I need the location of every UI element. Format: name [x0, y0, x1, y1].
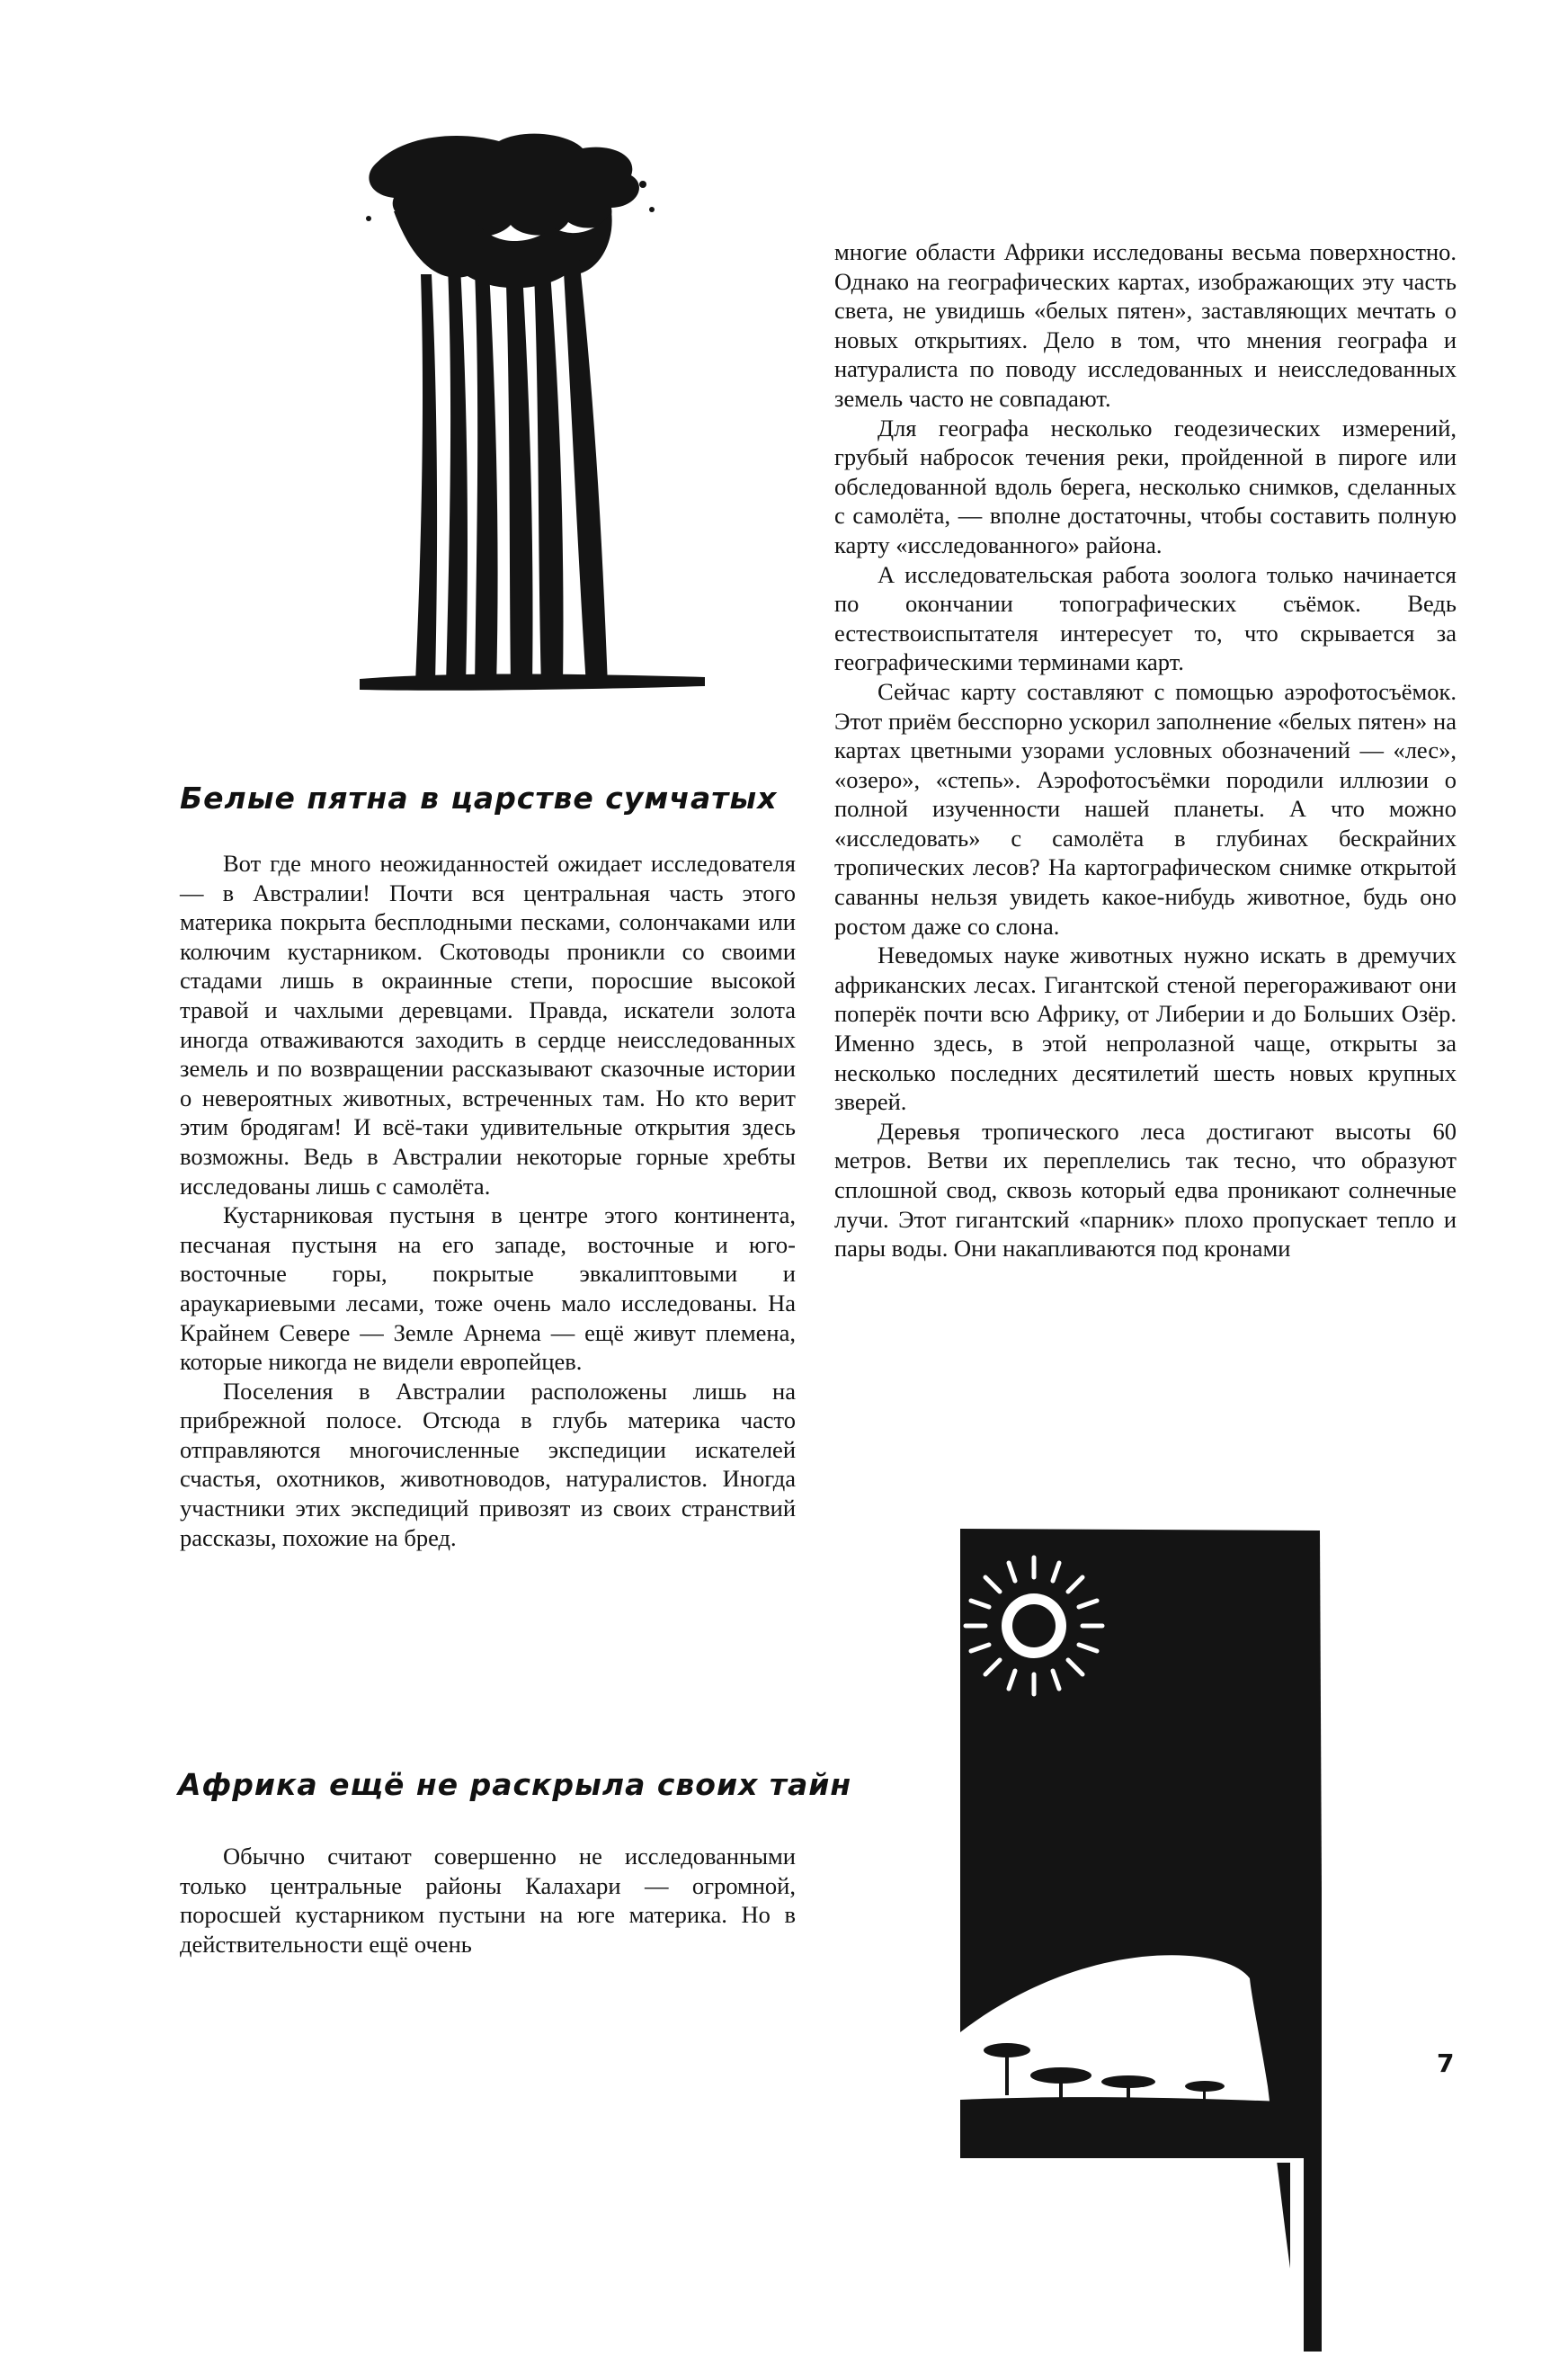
paragraph: Для географа несколько геодезических измерений, грубый набросок течения реки, пройденной в пироге или обследованной вдоль берега, несколько снимков, сделанных с самолёта, — вполне достаточны, чтобы составить полную карту «исследованного» района. — [834, 414, 1457, 558]
tall-trees-illustration — [342, 121, 710, 706]
savanna-sun-illustration — [926, 1511, 1331, 2374]
paragraph: Кустарниковая пустыня в центре этого континента, песчаная пустыня на его западе, восточные и юго-восточные горы, покрытые эвкалиптовыми и араукариевыми лесами, тоже очень мало исследованы. На Крайнем Севере — Земле Арнема — ещё живут племена, которые никогда не видели европейцев. — [180, 1201, 796, 1376]
paragraph: Поселения в Австралии расположены лишь на прибрежной полосе. Отсюда в глубь материка часто отправляются многочисленные экспедиции искателей счастья, охотников, животноводов, натуралистов. Иногда участники этих экспедиций привозят из своих странствий рассказы, похожие на бред. — [180, 1377, 796, 1551]
page-number: 7 — [1437, 2048, 1455, 2078]
paragraph: Обычно считают совершенно не исследованными только центральные районы Калахари — огромной, поросшей кустарником пустыни на юге материка. Но в действительности ещё очень — [180, 1843, 796, 1958]
paragraph: многие области Африки исследованы весьма поверхностно. Однако на географических картах, изображающих эту часть света, не увидишь «белых пятен», заставляющих мечтать о новых открытиях. Дело в том, что мнения географа и натуралиста по поводу исследованных и неисследованных земель часто не совпадают. — [834, 238, 1457, 412]
paragraph: А исследовательская работа зоолога только начинается по окончании топографических съёмок. Ведь естествоиспытателя интересует то, что скрывается за географическими терминами карт. — [834, 560, 1457, 676]
africa-text-column-start — [180, 1842, 796, 1959]
paragraph: Деревья тропического леса достигают высоты 60 метров. Ветви их переплелись так тесно, что образуют сплошной свод, сквозь который едва проникают солнечные лучи. Этот гигантский «парник» плохо пропускает тепло и пары воды. Они накапливаются под кронами — [834, 1117, 1457, 1263]
paragraph: Неведомых науке животных нужно искать в дремучих африканских лесах. Гигантской стеной перегораживают они поперёк почти всю Африку, от Либерии и до Больших Озёр. Именно здесь, в этой непролазной чаще, открыты за несколько последних десятилетий шесть новых крупных зверей. — [834, 942, 1457, 1116]
section-heading-marsupials: Белые пятна в царстве сумчатых — [180, 781, 778, 816]
africa-text-column-continued — [834, 237, 1457, 1263]
sun-icon — [966, 1557, 1102, 1694]
paragraph: Сейчас карту составляют с помощью аэрофотосъёмок. Этот приём бесспорно ускорил заполнение «белых пятен» на картах цветными узорами условных обозначений — «лес», «озеро», «степь». Аэрофотосъёмки породили иллюзии о полной изученности нашей планеты. А что можно «исследовать» с самолёта в глубинах бескрайних тропических лесов? На картографическом снимке открытой саванны нельзя увидеть какое-нибудь животное, будь оно ростом даже со слона. — [834, 677, 1457, 940]
marsupials-text-column — [180, 849, 796, 1552]
paragraph: Вот где много неожиданностей ожидает исследователя — в Австралии! Почти вся центральная часть этого материка покрыта бесплодными песками, солончаками или колючим кустарником. Скотоводы проникли со своими стадами лишь в окраинные степи, поросшие высокой травой и чахлыми деревцами. Правда, искатели золота иногда отваживаются заходить в сердце неисследованных земель и по возвращении рассказывают сказочные истории о невероятных животных, встреченных там. Но кто верит этим бродягам! И всё-таки удивительные открытия здесь возможны. Ведь в Австралии некоторые горные хребты исследованы лишь с самолёта. — [180, 850, 796, 1200]
section-heading-africa: Африка ещё не раскрыла своих тайн — [178, 1767, 852, 1802]
